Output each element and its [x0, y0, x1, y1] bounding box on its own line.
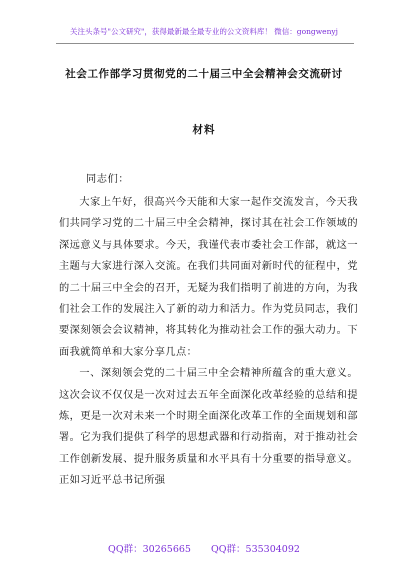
document-title-continued: 材料	[192, 124, 216, 136]
body-paragraph: 大家上午好，很高兴今天能和大家一起作交流发言，今天我们共同学习党的二十届三中全会精神，探讨其在社会工作领域的深远意义与具体要求。今天，我谨代表市委社会工作部，就这一主题与大家进行深入交流。在我们共同面对新时代的征程中，党的二十届三中全会的召开，无疑为我们指明了前进的方向，为我们社会工作的发展注入了新的动力和活力。作为党员同志，我们要深刻领会会议精神，将其转化为推动社会工作的强大动力。下面我就简单和大家分享几点：	[59, 197, 358, 358]
footer-qq-group-1: QQ群：30265665	[108, 544, 191, 555]
footer-qq-group-2: QQ群：535304092	[210, 544, 300, 555]
page-header-promo: 关注头条号"公文研究"，获得最新最全最专业的公文资料库！ 微信：gongwenyj	[70, 27, 338, 36]
document-title: 社会工作部学习贯彻党的二十届三中全会精神会交流研讨	[65, 68, 343, 80]
document-body	[59, 192, 358, 492]
body-paragraph: 一、深刻领会党的二十届三中全会精神所蕴含的重大意义。这次会议不仅仅是一次对过去五年全面深化改革经验的总结和提炼，更是一次对未来一个时期全面深化改革工作的全面规划和部署。它为我们提供了科学的思想武器和行动指南，对于推动社会工作创新发展、提升服务质量和水平具有十分重要的指导意义。正如习近平总书记所强	[59, 368, 358, 487]
header-divider	[56, 43, 354, 44]
salutation: 同志们：	[86, 174, 130, 185]
page-footer	[0, 541, 408, 555]
